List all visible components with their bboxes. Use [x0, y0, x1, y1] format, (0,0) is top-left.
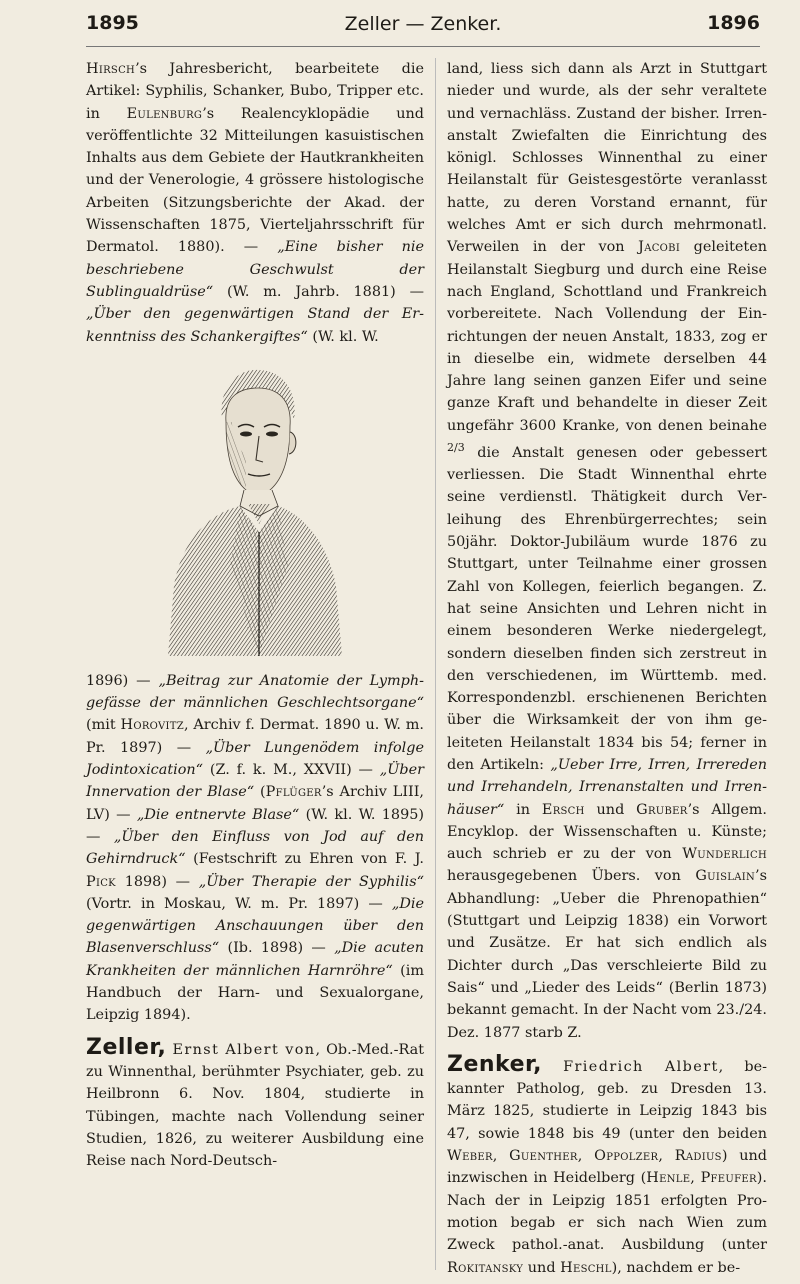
entry-continuation: Hirsch’s Jahresbericht, bearbeitete die Artikel: Syphilis, Schanker, Bubo, Tripper etc. in Eulenburg’s Realencyklopädie und veröffentlichte 32 Mitteilungen kasuistischen Inhalts aus dem Gebiete der Hautkrankheiten und der Venerologie, 4 grössere histologische Arbeiten (Sitzungsberichte der Akad. der Wissenschaften 1875, Vierteljahrsschrift für Dermatol. 1880). — „Eine bisher nie beschriebene Geschwulst der Sublingualdrüse“ (W. m. Jahrb. 1881) — „Über den gegenwärtigen Stand der Erkenntniss des Schankergiftes“ (W. kl. W. — [86, 61, 424, 345]
headword-zeller: Zeller, — [86, 1034, 167, 1060]
page-number-left: 1895 — [86, 12, 139, 34]
column-divider — [435, 58, 436, 1270]
entry-zeller-continued: land, liess sich dann als Arzt in Stuttgart nieder und wurde, als der sehr veraltete und vernachläss. Zustand der bisher. Irrenanstalt Zwiefalten die Einrichtung des königl. Schlosses Winnenthal zu einer Heilanstalt für Geistesgestörte veranlasst hatte, zu deren Vorstand ernannt, für welches Amt er sich durch mehrmonatl. Verweilen in der von Jacobi geleiteten Heilanstalt Siegburg und durch eine Reise nach England, Schottland und Frankreich vorbereitete. Nach Vollendung der Einrichtungen der neuen Anstalt, 1833, zog er in dieselbe ein, widmete derselben 44 Jahre lang seinen ganzen Eifer und seine ganze Kraft und behandelte in dieser Zeit ungefähr 3600 Kranke, von denen beinahe $^{2/3}$ die Anstalt genesen oder gebessert verliessen. Die Stadt Winnenthal ehrte seine verdienstl. Thätigkeit durch Verleihung des Ehrenbürgerrechtes; sein 50jähr. Doktor-Jubiläum wurde 1876 zu Stuttgart, unter Teilnahme einer grossen Zahl von Kollegen, feierlich begangen. Z. hat seine Ansichten und Lehren nicht in einem besonderen Werke niedergelegt, sondern dieselben finden sich zerstreut in den verschiedenen, im Württemb. med. Korrespondenzbl. erschienenen Berichten über die Wirksamkeit der von ihm geleiteten Heilanstalt 1834 bis 54; ferner in den Artikeln: „Ueber Irre, Irren, Irrereden und Irrehandeln, Irrenanstalten und Irrenhäuser“ in Ersch und Gruber’s Allgem. Encyklop. der Wissenschaften u. Künste; auch schrieb er zu der von Wunderlich herausgegebenen Übers. von Guislain’s Abhandlung: „Ueber die Phrenopathien“ (Stuttgart und Leipzig 1838) ein Vorwort und Zusätze. Er hat sich endlich als Dichter durch „Das verschleierte Bild zu Sais“ und „Lieder des Leids“ (Berlin 1873) bekannt gemacht. In der Nacht vom 23./24. Dez. 1877 starb Z. — [447, 61, 767, 1041]
portrait-engraving — [160, 356, 350, 656]
page-header — [86, 12, 760, 46]
page-number-right: 1896 — [707, 12, 760, 34]
entry-zenker: Zenker, Friedrich Albert, bekannter Patholog, geb. zu Dresden 13. März 1825, studierte in Leipzig 1843 bis 47, sowie 1848 bis 49 (unter den beiden Weber, Guenther, Oppolzer, Radius) und inzwischen in Heidelberg (Henle, Pfeufer). Nach der in Leipzig 1851 erfolgten Promotion begab er sich nach Wien zum Zweck pathol.-anat. Ausbildung (unter Rokitansky und Heschl), nachdem er be- — [447, 1051, 767, 1276]
left-column — [86, 58, 424, 1172]
right-column — [447, 58, 767, 1279]
headword-zenker: Zenker, — [447, 1051, 542, 1077]
header-rule — [86, 46, 760, 47]
running-title: Zeller — Zenker. — [344, 13, 502, 35]
entry-continuation-works: 1896) — „Beitrag zur Anatomie der Lymphgefässe der männlichen Geschlechtsorgane“ (mit Horovitz, Archiv f. Dermat. 1890 u. W. m. Pr. 1897) — „Über Lungenödem infolge Jodintoxication“ (Z. f. k. M., XXVII) — „Über Innervation der Blase“ (Pflüger’s Archiv LIII, LV) — „Die entnervte Blase“ (W. kl. W. 1895) — „Über den Einfluss von Jod auf den Gehirndruck“ (Festschrift zu Ehren von F. J. Pick 1898) — „Über Therapie der Syphilis“ (Vortr. in Moskau, W. m. Pr. 1897) — „Die gegenwärtigen Anschauungen über den Blasenverschluss“ (Ib. 1898) — „Die acuten Krankheiten der männlichen Harnröhre“ (im Handbuch der Harn- und Sexualorgane, Leipzig 1894). — [86, 672, 425, 1024]
entry-zeller: Zeller, Ernst Albert von, Ob.-Med.-Rat zu Winnenthal, berühmter Psychiater, geb. zu Heilbronn 6. Nov. 1804, studierte in Tübingen, machte nach Vollendung seiner Studien, 1826, zu weiterer Ausbildung eine Reise nach Nord-Deutsch- — [86, 1034, 425, 1170]
